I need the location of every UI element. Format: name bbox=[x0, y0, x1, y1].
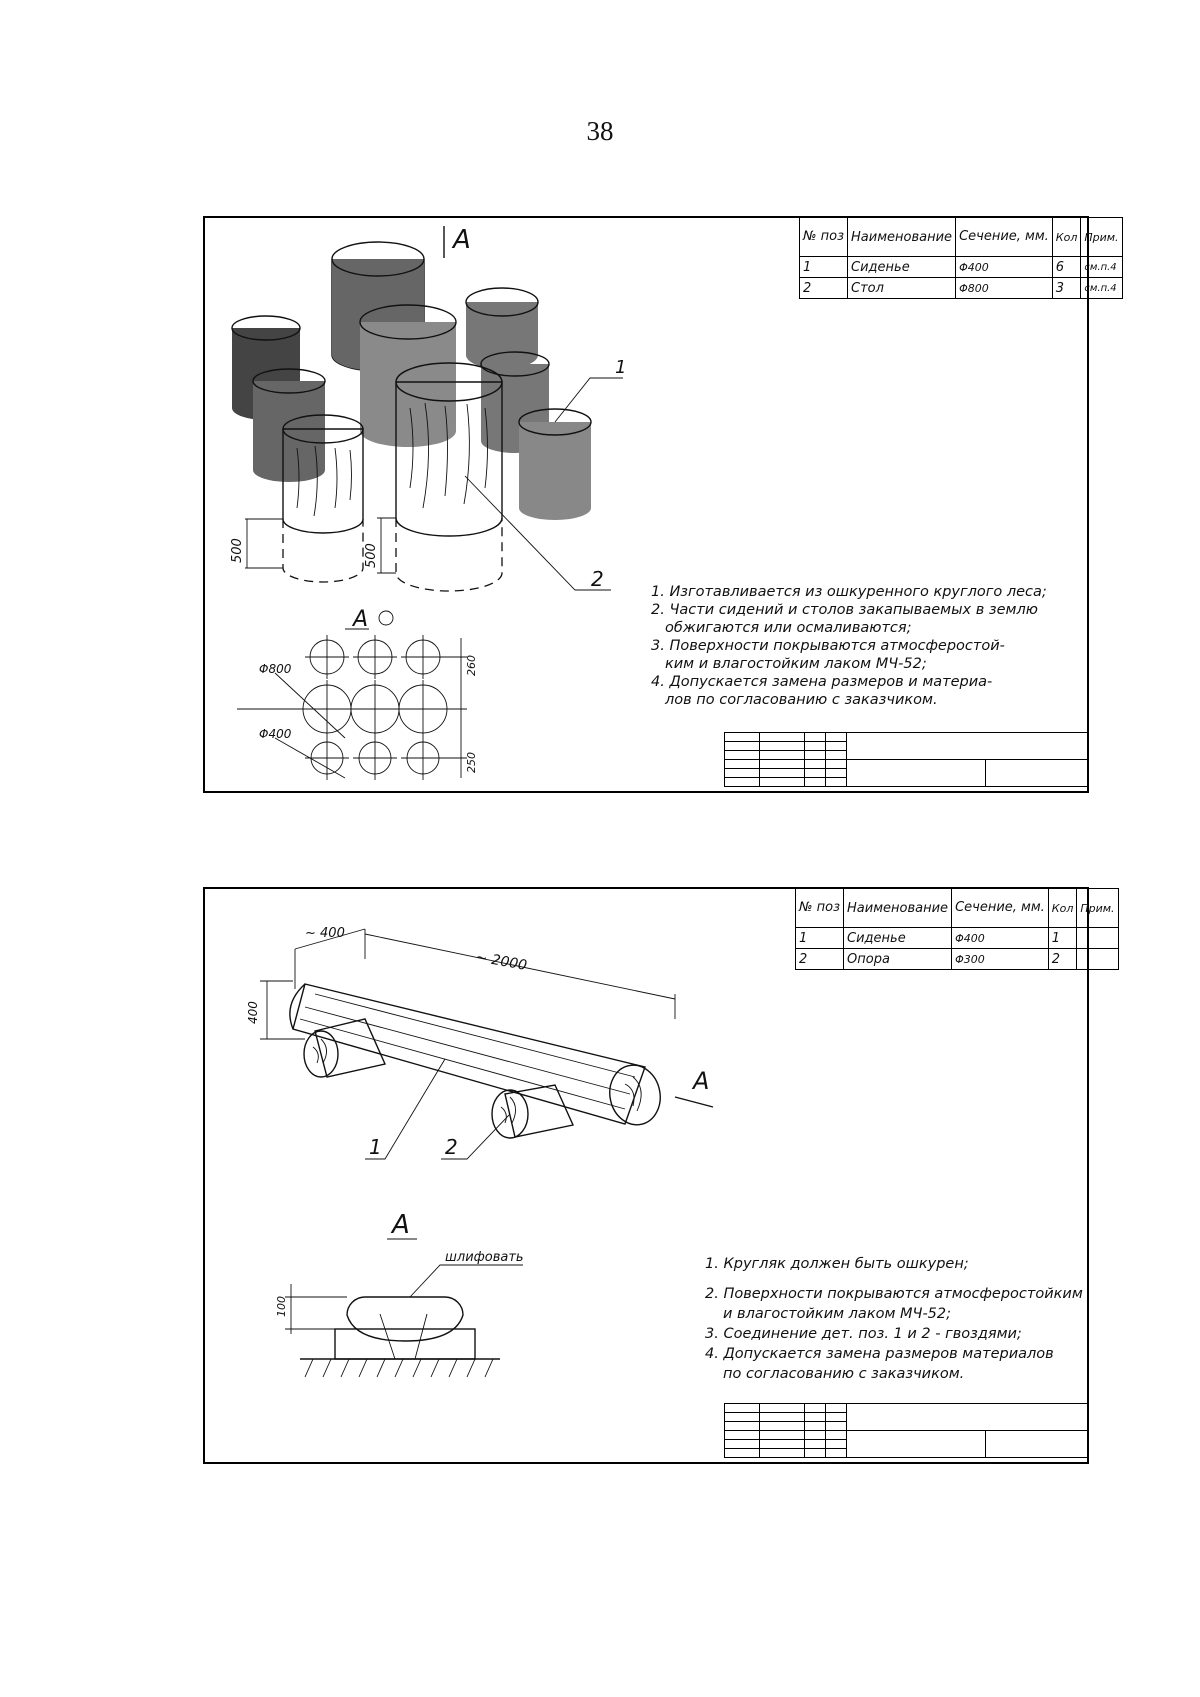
spacing-top-label: 260 bbox=[465, 655, 478, 676]
bench-seat-log bbox=[290, 984, 666, 1130]
section-title: A bbox=[392, 1210, 410, 1240]
callout-table-number: 2 bbox=[591, 567, 604, 591]
height-label: 400 bbox=[246, 1001, 260, 1024]
drawing-sheet-bench bbox=[203, 887, 1115, 1464]
grind-leader bbox=[410, 1265, 523, 1297]
stump-seat-1 bbox=[519, 409, 591, 520]
spec-row: 2 Стол Φ800 3 см.п.4 bbox=[800, 278, 1123, 299]
stump-back-right bbox=[466, 288, 538, 369]
spec-header-section: Сечение, мм. bbox=[956, 218, 1053, 257]
drawing-sheet-stumps bbox=[203, 216, 1119, 793]
length-label: ~ 2000 bbox=[474, 949, 529, 974]
spec-table bbox=[799, 217, 1123, 299]
spec-header-note: Прим. bbox=[1077, 889, 1118, 928]
bench-support-left bbox=[304, 1019, 385, 1077]
notes-block: 1. Изготавливается из ошкуренного круглого леса; 2. Части сидений и столов закапываемых в землю обжигаются или осмаливаются; 3. Поверхности покрываются атмосферостой- ким и влагостойким лаком МЧ-52; 4. Допускается замена размеров и материа- лов по согласованию с заказчиком. bbox=[651, 584, 1047, 708]
spacing-bottom-label: 250 bbox=[465, 752, 478, 773]
spec-header-name: Наименование bbox=[848, 218, 956, 257]
spec-header-qty: Кол bbox=[1052, 218, 1081, 257]
callout-leader-seat bbox=[555, 378, 623, 422]
spec-row: 1 Сиденье Φ400 1 bbox=[796, 928, 1119, 949]
section-line bbox=[675, 1097, 713, 1107]
section-marker: A bbox=[453, 225, 471, 255]
title-block bbox=[724, 1403, 1088, 1458]
dia-large-label: Φ800 bbox=[259, 662, 292, 676]
spec-table bbox=[795, 888, 1119, 970]
bench-support-right bbox=[492, 1085, 573, 1138]
plan-view-circle-icon bbox=[379, 611, 393, 625]
spec-row: 1 Сиденье Φ400 6 см.п.4 bbox=[800, 257, 1123, 278]
spec-header-name: Наименование bbox=[844, 889, 952, 928]
spec-header-note: Прим. bbox=[1081, 218, 1122, 257]
seat-depth-label: 500 bbox=[230, 538, 245, 563]
title-block bbox=[724, 732, 1088, 787]
stump-left-mid bbox=[253, 369, 325, 482]
section-view bbox=[275, 1250, 524, 1377]
spec-header-pos: № поз bbox=[796, 889, 844, 928]
width-label: ~ 400 bbox=[305, 926, 345, 941]
plan-view bbox=[237, 635, 478, 780]
table-depth-label: 500 bbox=[364, 543, 379, 568]
page-number: 38 bbox=[586, 116, 614, 146]
cut-depth-label: 100 bbox=[275, 1296, 288, 1317]
dia-small-label: Φ400 bbox=[259, 727, 292, 741]
stump-table-middle bbox=[360, 305, 456, 447]
spec-header-pos: № поз bbox=[800, 218, 848, 257]
callout-seat-number: 1 bbox=[615, 357, 627, 378]
spec-row: 2 Опора Φ300 2 bbox=[796, 949, 1119, 970]
callout-seat-number: 1 bbox=[369, 1135, 382, 1159]
plan-title: A bbox=[353, 607, 369, 632]
spec-header-qty: Кол bbox=[1048, 889, 1077, 928]
grind-label: шлифовать bbox=[445, 1250, 524, 1265]
buried-table-outline bbox=[396, 518, 502, 591]
spec-header-section: Сечение, мм. bbox=[952, 889, 1049, 928]
callout-support-number: 2 bbox=[445, 1135, 458, 1159]
notes-block: 1. Кругляк должен быть ошкурен; 2. Поверхности покрываются атмосферостойким и влагостойким лаком МЧ-52; 3. Соединение дет. поз. 1 и 2 - гвоздями; 4. Допускается замена размеров материалов по согласованию с заказчиком. bbox=[705, 1256, 1083, 1382]
section-marker: A bbox=[693, 1067, 710, 1095]
